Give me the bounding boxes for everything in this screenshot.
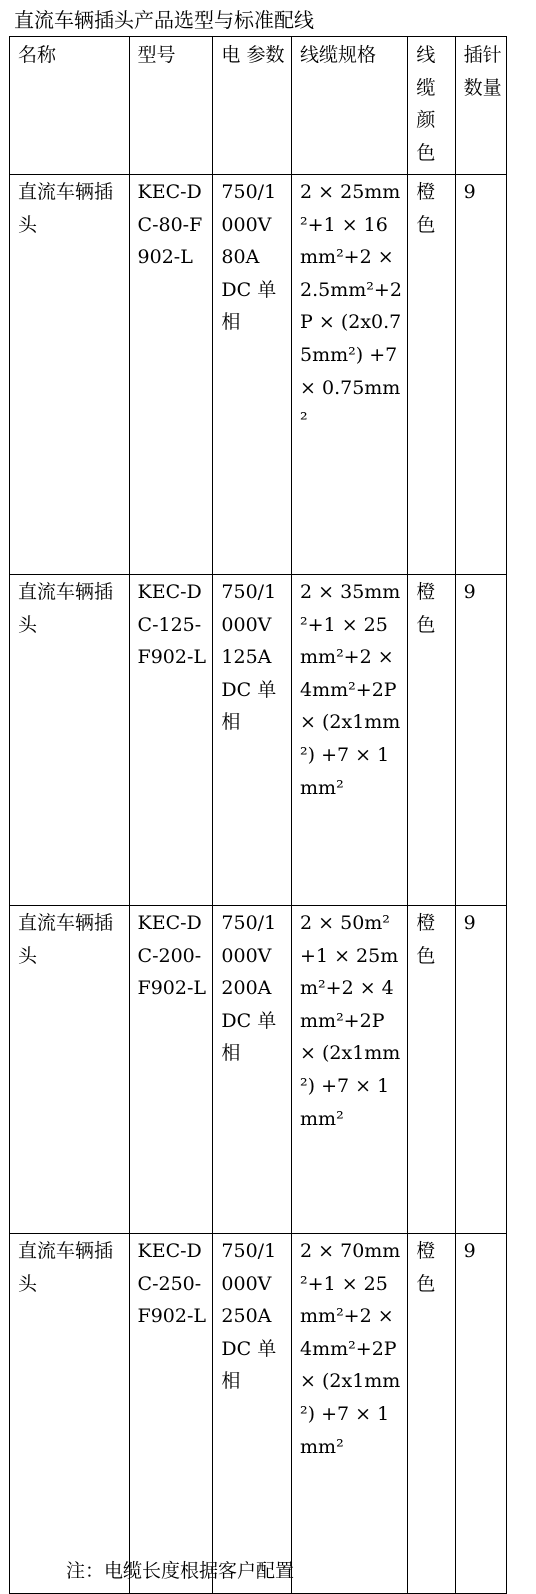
header-pin-count: 插针数量 bbox=[455, 37, 506, 175]
cell-model: KEC-DC-200-F902-L bbox=[129, 906, 213, 1234]
cell-voltage: 750/1000V bbox=[221, 1240, 277, 1295]
cell-name: 直流车辆插头 bbox=[10, 1234, 130, 1594]
cell-name: 直流车辆插头 bbox=[10, 906, 130, 1234]
cell-cable-spec: 2 × 70mm²+1 × 25mm²+2 × 4mm²+2P × (2x1mm²) +7 × 1mm² bbox=[292, 1234, 408, 1594]
table-header-row bbox=[10, 37, 507, 175]
cell-color: 橙色 bbox=[408, 175, 455, 575]
cell-phase: DC 单相 bbox=[221, 278, 277, 334]
cell-pins: 9 bbox=[455, 175, 506, 575]
cell-color: 橙色 bbox=[408, 575, 455, 906]
cell-model: KEC-DC-250-F902-L bbox=[129, 1234, 213, 1594]
cell-current: 80A bbox=[221, 246, 260, 269]
cell-phase: DC 单相 bbox=[221, 1337, 277, 1393]
cell-color: 橙色 bbox=[408, 906, 455, 1234]
cell-electrical-params bbox=[213, 906, 292, 1234]
cell-pins: 9 bbox=[455, 906, 506, 1234]
cell-name: 直流车辆插头 bbox=[10, 175, 130, 575]
table-row bbox=[10, 575, 507, 906]
cell-pins: 9 bbox=[455, 1234, 506, 1594]
table-row bbox=[10, 1234, 507, 1594]
cell-name: 直流车辆插头 bbox=[10, 575, 130, 906]
cell-phase: DC 单相 bbox=[221, 1009, 277, 1065]
cell-voltage: 750/1000V bbox=[221, 912, 277, 967]
cell-current: 125A bbox=[221, 646, 272, 669]
cell-voltage: 750/1000V bbox=[221, 581, 277, 636]
cell-electrical-params bbox=[213, 1234, 292, 1594]
table-row bbox=[10, 906, 507, 1234]
table-row bbox=[10, 175, 507, 575]
cell-pins: 9 bbox=[455, 575, 506, 906]
cell-color: 橙色 bbox=[408, 1234, 455, 1594]
header-cable-spec: 线缆规格 bbox=[292, 37, 408, 175]
cell-model: KEC-DC-125-F902-L bbox=[129, 575, 213, 906]
header-electrical-params: 电 参数 bbox=[213, 37, 292, 175]
footnote: 注：电缆长度根据客户配置 bbox=[66, 1560, 295, 1582]
product-spec-table bbox=[9, 36, 507, 1594]
cell-phase: DC 单相 bbox=[221, 678, 277, 734]
cell-current: 250A bbox=[221, 1305, 272, 1328]
cell-cable-spec: 2 × 25mm²+1 × 16mm²+2 × 2.5mm²+2P × (2x0.75mm²) +7 × 0.75mm² bbox=[292, 175, 408, 575]
document-title: 直流车辆插头产品选型与标准配线 bbox=[14, 8, 314, 32]
cell-cable-spec: 2 × 50m²+1 × 25mm²+2 × 4mm²+2P × (2x1mm²) +7 × 1mm² bbox=[292, 906, 408, 1234]
cell-electrical-params bbox=[213, 175, 292, 575]
header-cable-color: 线缆颜色 bbox=[408, 37, 455, 175]
cell-cable-spec: 2 × 35mm²+1 × 25mm²+2 × 4mm²+2P × (2x1mm²) +7 × 1mm² bbox=[292, 575, 408, 906]
cell-electrical-params bbox=[213, 575, 292, 906]
cell-current: 200A bbox=[221, 977, 272, 1000]
cell-model: KEC-DC-80-F902-L bbox=[129, 175, 213, 575]
cell-voltage: 750/1000V bbox=[221, 181, 277, 236]
header-model: 型号 bbox=[129, 37, 213, 175]
header-name: 名称 bbox=[10, 37, 130, 175]
